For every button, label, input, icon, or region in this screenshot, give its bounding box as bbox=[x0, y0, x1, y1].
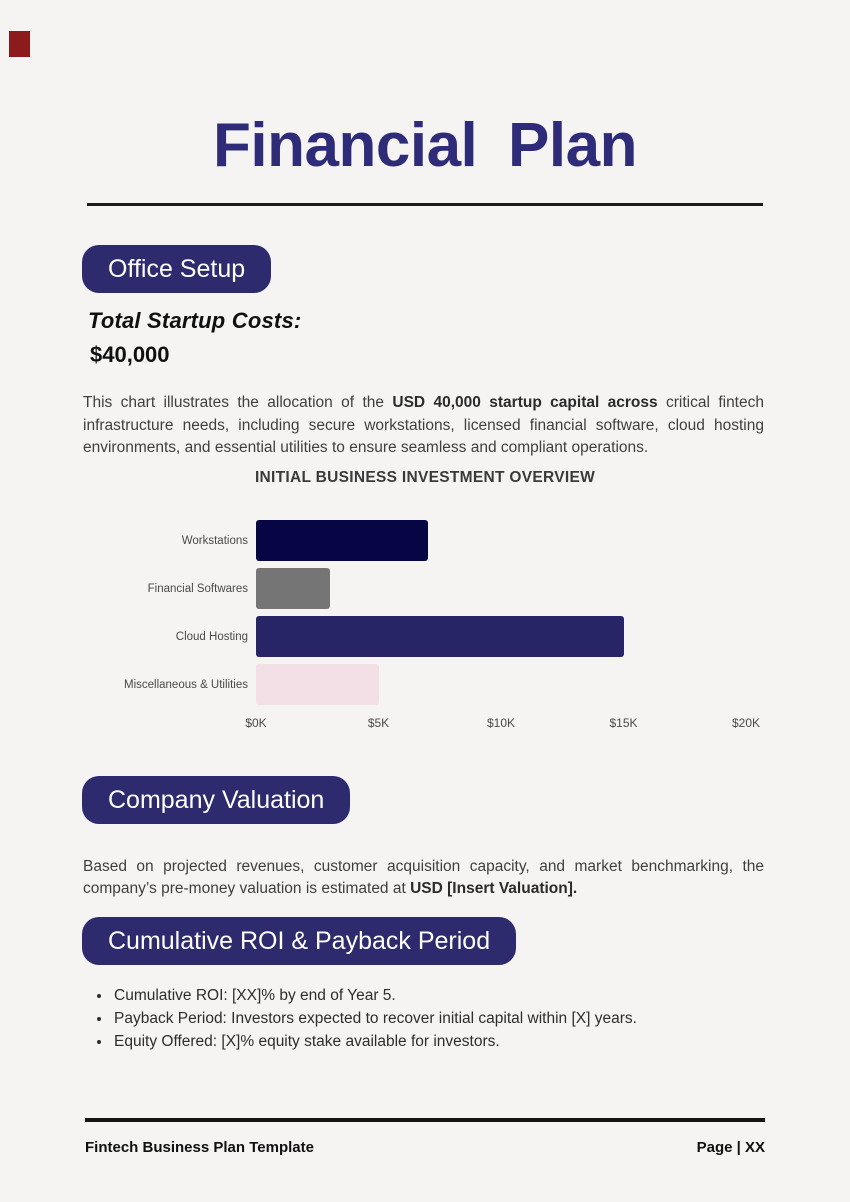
chart-bar bbox=[256, 616, 624, 657]
chart-x-axis bbox=[245, 714, 761, 734]
chart-category-label: Financial Softwares bbox=[147, 582, 248, 595]
chart-bar bbox=[256, 520, 428, 561]
chart-bar-track bbox=[256, 568, 746, 609]
chart-row bbox=[83, 565, 746, 613]
chart-row bbox=[83, 661, 746, 709]
chart-title: INITIAL BUSINESS INVESTMENT OVERVIEW bbox=[254, 468, 596, 486]
chart-bar-track bbox=[256, 520, 746, 561]
section-pill-company-valuation: Company Valuation bbox=[82, 776, 350, 824]
office-setup-paragraph bbox=[83, 392, 764, 459]
page-title: Financial Plan bbox=[213, 111, 637, 180]
chart-axis-tick: $0K bbox=[245, 715, 267, 730]
chart-rows bbox=[83, 517, 746, 709]
total-startup-costs-label: Total Startup Costs: bbox=[88, 308, 302, 334]
section-pill-roi-payback: Cumulative ROI & Payback Period bbox=[82, 917, 516, 965]
chart-bar bbox=[256, 664, 379, 705]
paragraph-text: Based on projected revenues, customer acquisition capacity, and market benchmarking, the company’s pre-money valuation is estimated at bbox=[83, 857, 764, 897]
total-startup-costs-value: $40,000 bbox=[90, 342, 170, 368]
chart-axis-tick: $15K bbox=[609, 715, 638, 730]
investment-bar-chart bbox=[83, 517, 761, 734]
paragraph-bold-text: USD [Insert Valuation]. bbox=[410, 879, 578, 897]
paragraph-bold-text: USD 40,000 startup capital across bbox=[392, 394, 658, 412]
page-footer bbox=[85, 1118, 765, 1156]
bullet-item: • Cumulative ROI: [XX]% by end of Year 5. bbox=[112, 985, 850, 1008]
paragraph-text: critical fintech infrastructure needs, including secure workstations, licensed financial software, cloud hosting environments, and essential utilities to ensure seamless and compliant operations. bbox=[83, 394, 764, 457]
footer-document-name: Fintech Business Plan Template bbox=[85, 1139, 314, 1156]
chart-category-label: Miscellaneous & Utilities bbox=[124, 678, 248, 691]
bullet-item: • Equity Offered: [X]% equity stake available for investors. bbox=[112, 1031, 850, 1054]
company-valuation-paragraph bbox=[83, 856, 764, 901]
chart-category-label: Cloud Hosting bbox=[175, 630, 248, 643]
chart-bar bbox=[256, 568, 330, 609]
chart-row bbox=[83, 517, 746, 565]
section-pill-office-setup: Office Setup bbox=[82, 245, 271, 293]
chart-bar-track bbox=[256, 616, 746, 657]
chart-bar-track bbox=[256, 664, 746, 705]
chart-axis-tick: $10K bbox=[486, 715, 516, 730]
chart-axis-tick: $5K bbox=[367, 715, 390, 730]
paragraph-text: This chart illustrates the allocation of the bbox=[83, 394, 393, 412]
chart-axis-tick: $20K bbox=[731, 715, 761, 730]
chart-row bbox=[83, 613, 746, 661]
bullet-item: • Payback Period: Investors expected to recover initial capital within [X] years. bbox=[112, 1008, 850, 1031]
footer-divider bbox=[85, 1118, 765, 1122]
chart-category-label: Workstations bbox=[181, 534, 248, 547]
roi-bullet-list bbox=[0, 985, 850, 1053]
footer-page-number: Page | XX bbox=[696, 1139, 765, 1156]
corner-accent-square bbox=[9, 31, 30, 57]
